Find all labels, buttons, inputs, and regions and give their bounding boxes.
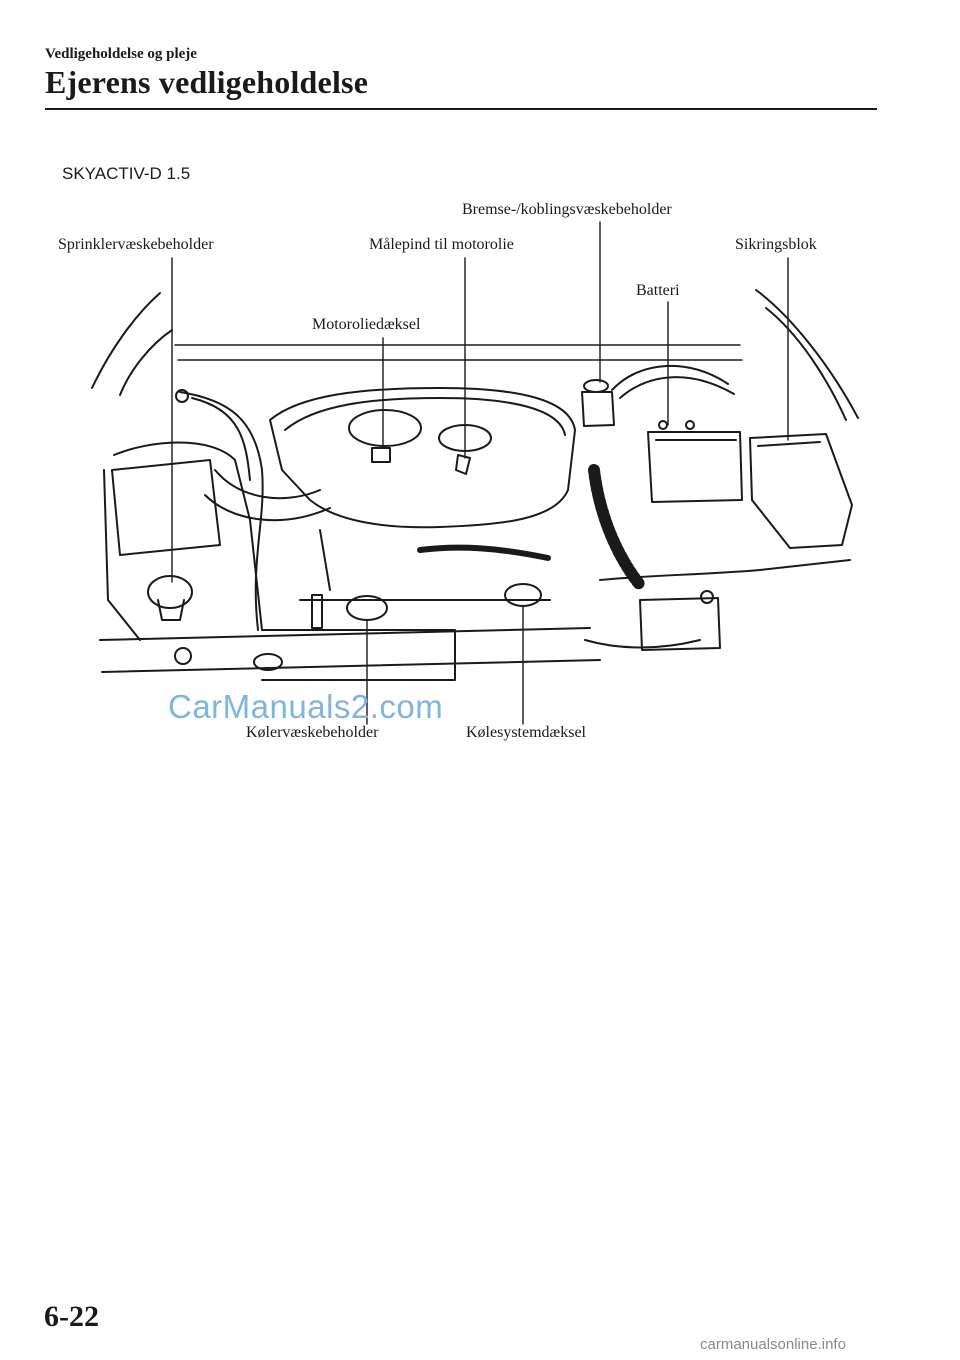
chapter-title: Ejerens vedligeholdelse [45, 64, 369, 100]
callout-brake-reservoir: Bremse-/koblingsvæskebeholder [462, 201, 672, 218]
footer-site: carmanualsonline.info [700, 1336, 846, 1353]
watermark-text: CarManuals2.com [168, 688, 444, 725]
callout-fuse-block: Sikringsblok [735, 236, 817, 253]
callout-oil-dipstick: Målepind til motorolie [369, 236, 514, 253]
callout-coolant-reservoir: Kølervæskebeholder [246, 724, 379, 741]
page-number: 6-22 [44, 1300, 99, 1333]
callout-cooling-system-cap: Kølesystemdæksel [466, 724, 586, 741]
callout-battery: Batteri [636, 282, 680, 299]
callout-washer-reservoir: Sprinklervæskebeholder [58, 236, 214, 253]
figure-title: SKYACTIV-D 1.5 [62, 164, 191, 183]
section-label: Vedligeholdelse og pleje [45, 46, 197, 62]
callout-oil-filler-cap: Motoroliedæksel [312, 316, 421, 333]
